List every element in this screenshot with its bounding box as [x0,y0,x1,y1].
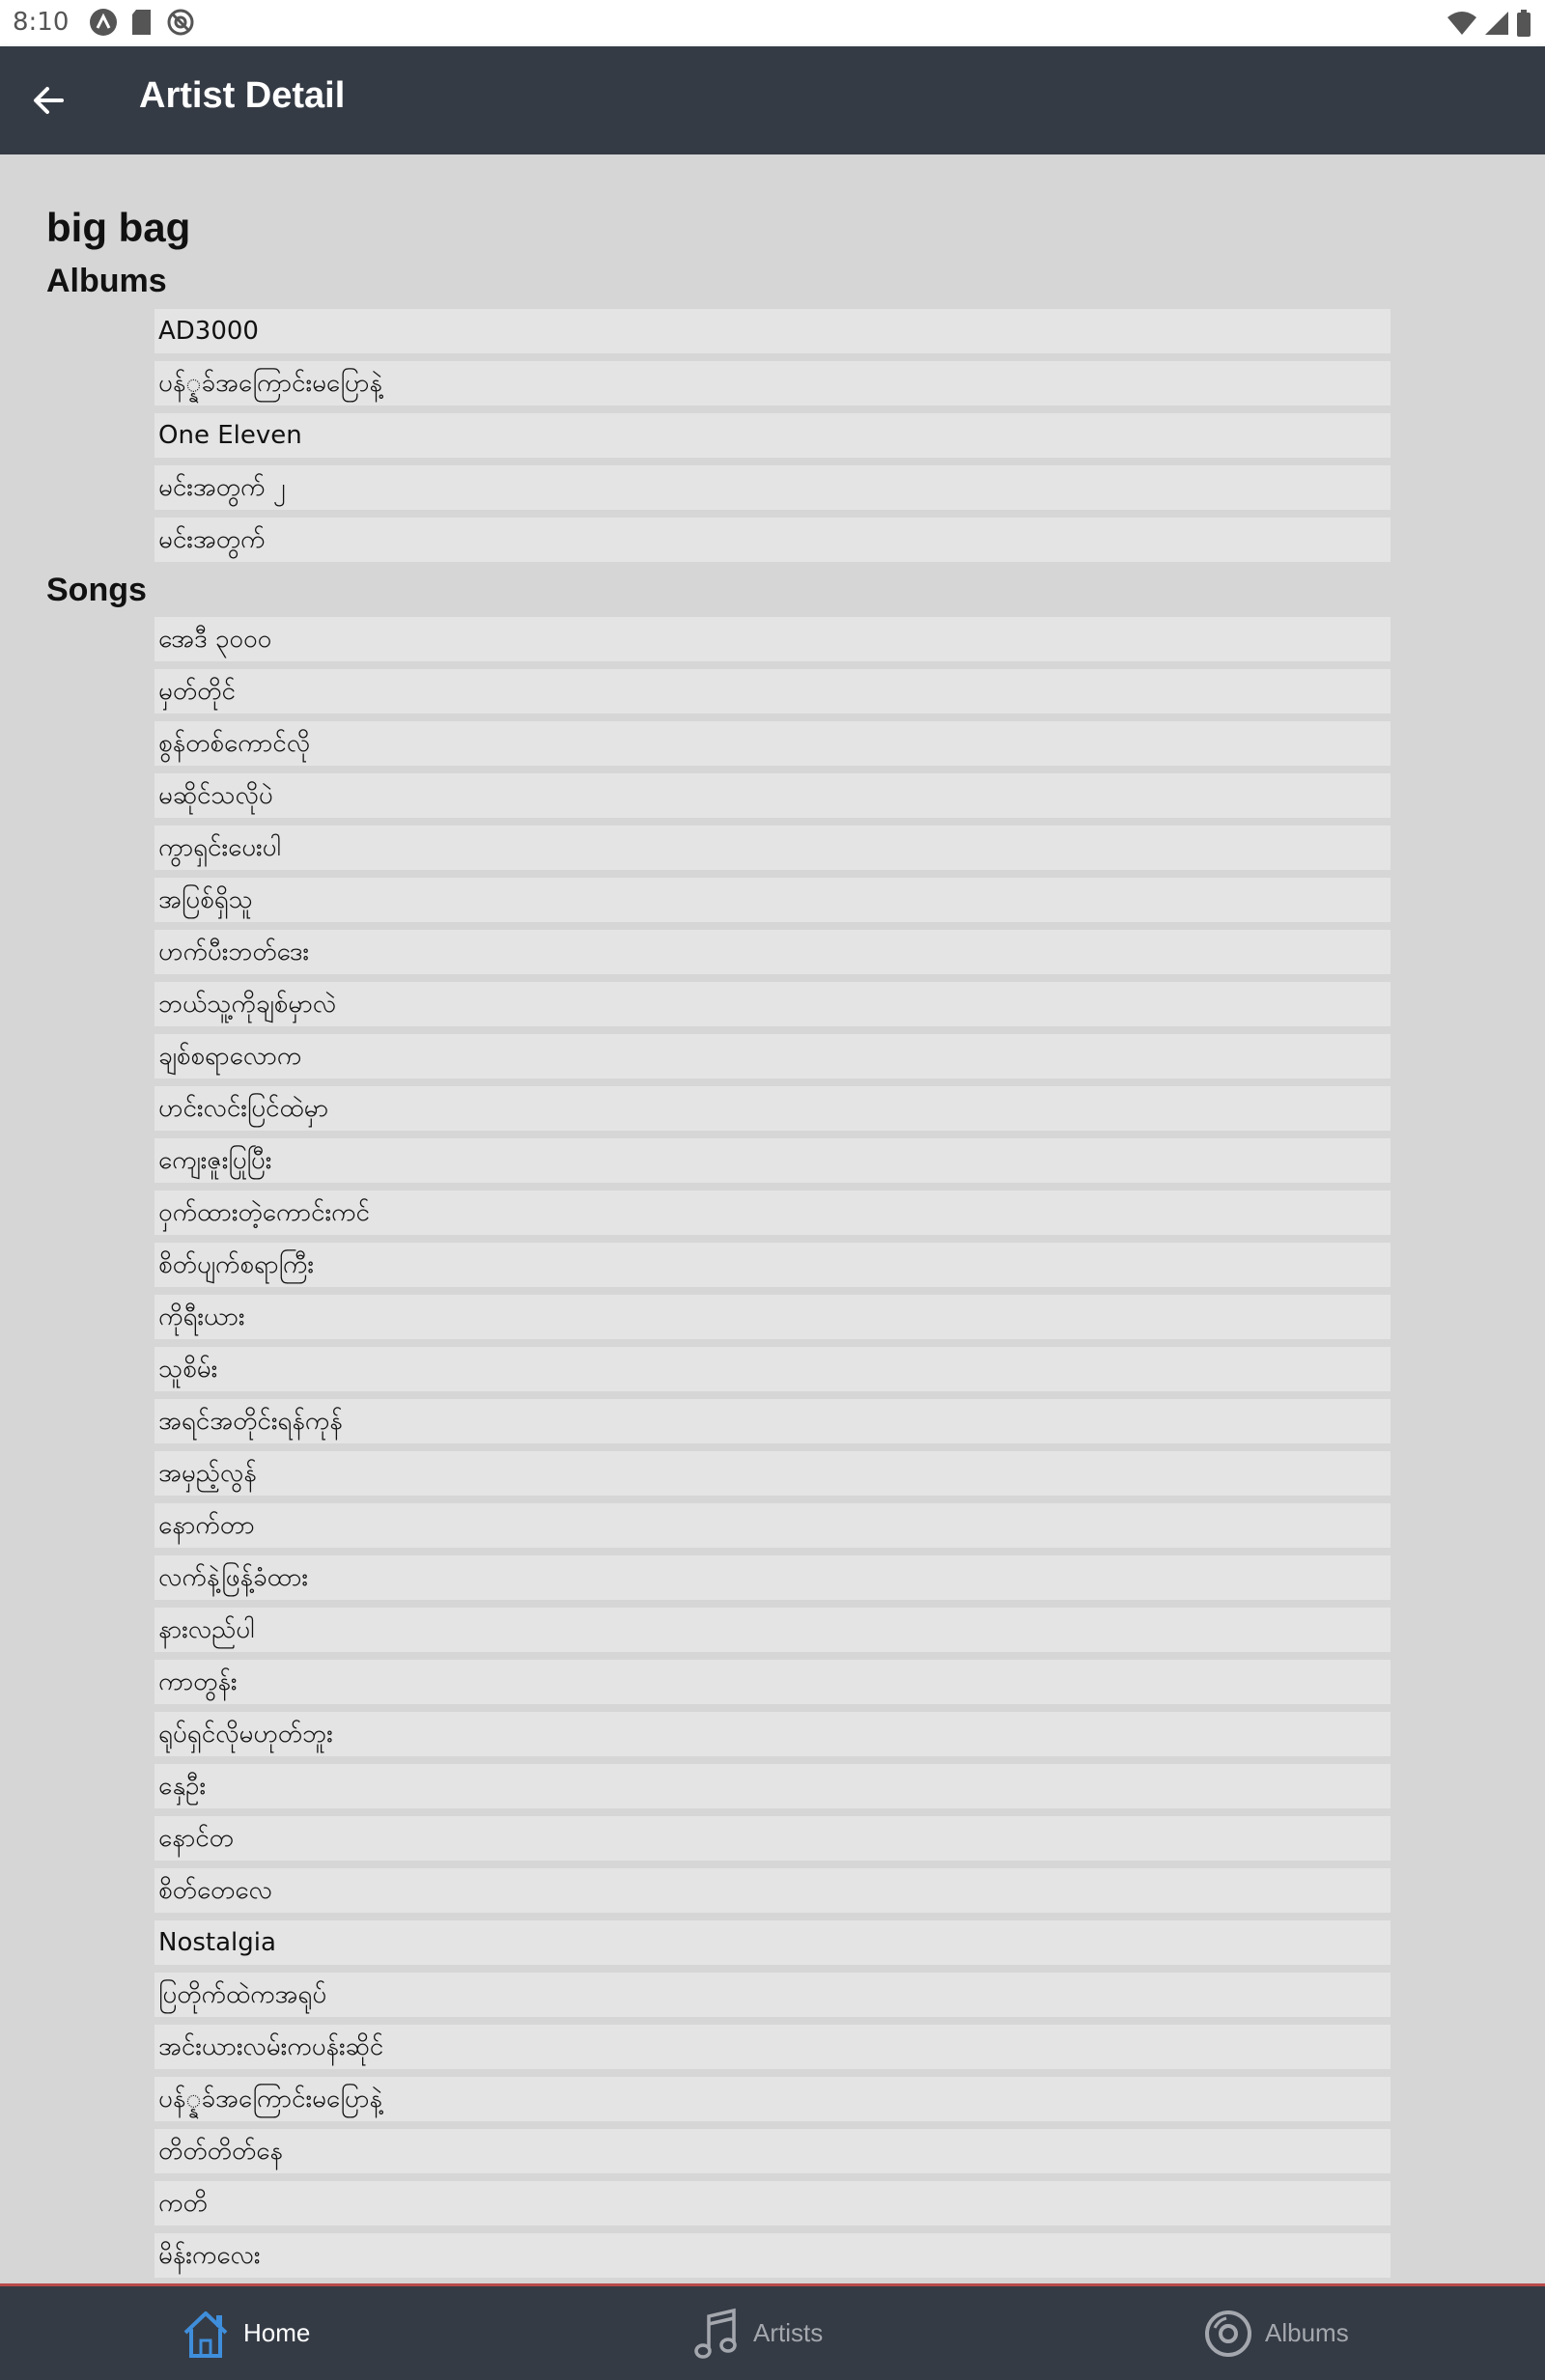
song-item[interactable]: အပြစ်ရှိသူ [154,878,1390,922]
nav-artists-label: Artists [753,2318,824,2347]
song-item[interactable]: စိတ်တေလေ [154,1868,1390,1913]
song-item[interactable]: ကတိ [154,2181,1390,2226]
app-bar [0,46,1545,154]
song-item[interactable]: ချစ်စရာလောက [154,1034,1390,1078]
song-item[interactable]: မှတ်တိုင် [154,669,1390,714]
song-item[interactable]: နှေဦး [154,1764,1390,1808]
back-button[interactable] [21,73,75,127]
battery-icon [1516,10,1531,37]
songs-heading: Songs [46,572,147,608]
home-icon [180,2308,232,2360]
bottom-navigation [0,2283,1545,2380]
song-item[interactable]: ကိုရီးယား [154,1295,1390,1339]
song-item[interactable]: မဆိုင်သလိုပဲ [154,773,1390,818]
song-item[interactable]: အင်းယားလမ်းကပန်းဆိုင် [154,2025,1390,2069]
song-item[interactable]: ဝှက်ထားတဲ့ကောင်းကင် [154,1190,1390,1235]
nav-albums[interactable] [1203,2286,1349,2380]
notification-app-icon [89,8,118,37]
song-item[interactable]: ဘယ်သူ့ကိုချစ်မှာလဲ [154,982,1390,1026]
signal-icon [1483,10,1510,37]
status-time: 8:10 [13,8,70,37]
nav-albums-label: Albums [1265,2318,1349,2347]
album-item[interactable]: AD3000 [154,309,1390,353]
song-item[interactable]: ပြတိုက်ထဲကအရုပ် [154,1973,1390,2017]
song-item[interactable]: မိန်းကလေး [154,2233,1390,2278]
song-item[interactable]: Nostalgia [154,1920,1390,1965]
album-item[interactable]: One Eleven [154,413,1390,458]
song-item[interactable]: နောင်တ [154,1816,1390,1861]
page-title: Artist Detail [139,75,346,116]
song-item[interactable]: ကွာရှင်းပေးပါ [154,826,1390,870]
albums-heading: Albums [46,263,167,299]
songs-list [154,617,1390,2283]
disc-icon [1203,2309,1253,2359]
artist-name: big bag [46,205,191,250]
nav-artists[interactable] [693,2286,823,2380]
nav-home-label: Home [243,2318,311,2347]
album-item[interactable]: ပန်္နခ်အကြောင်းမပြောနဲ့ [154,361,1390,406]
album-item[interactable]: မင်းအတွက် ၂ [154,465,1390,510]
song-item[interactable]: ဟက်ပီးဘတ်ဒေး [154,930,1390,974]
song-item[interactable]: စွန်တစ်ကောင်လို [154,721,1390,766]
song-item[interactable]: ကာတွန်း [154,1660,1390,1704]
sd-card-icon [129,8,154,37]
song-item[interactable]: လက်နဲ့ဖြန့်ခံထား [154,1555,1390,1600]
status-bar [0,0,1545,46]
song-item[interactable]: အရင်အတိုင်းရန်ကုန် [154,1399,1390,1443]
blocked-icon [166,8,195,37]
album-item[interactable]: မင်းအတွက် [154,518,1390,562]
song-item[interactable]: အေဒီ ၃၀၀၀ [154,617,1390,661]
status-notification-icons [89,8,195,37]
artist-detail-content[interactable] [0,154,1545,2283]
music-note-icon [693,2307,742,2361]
wifi-icon [1447,10,1477,37]
nav-home[interactable] [180,2286,310,2380]
song-item[interactable]: တိတ်တိတ်နေ [154,2129,1390,2173]
arrow-left-icon [31,83,66,118]
song-item[interactable]: ဟင်းလင်းပြင်ထဲမှာ [154,1086,1390,1131]
albums-list [154,309,1390,570]
song-item[interactable]: အမှည့်လွန် [154,1451,1390,1496]
song-item[interactable]: ရုပ်ရှင်လိုမဟုတ်ဘူး [154,1712,1390,1756]
song-item[interactable]: သူစိမ်း [154,1347,1390,1391]
status-system-icons [1447,10,1531,37]
song-item[interactable]: နောက်တာ [154,1503,1390,1548]
song-item[interactable]: နားလည်ပါ [154,1608,1390,1652]
song-item[interactable]: ကျေးဇူးပြုပြီး [154,1138,1390,1183]
song-item[interactable]: စိတ်ပျက်စရာကြီး [154,1243,1390,1287]
song-item[interactable]: ပန်္နခ်အကြောင်းမပြောနဲ့ [154,2077,1390,2121]
